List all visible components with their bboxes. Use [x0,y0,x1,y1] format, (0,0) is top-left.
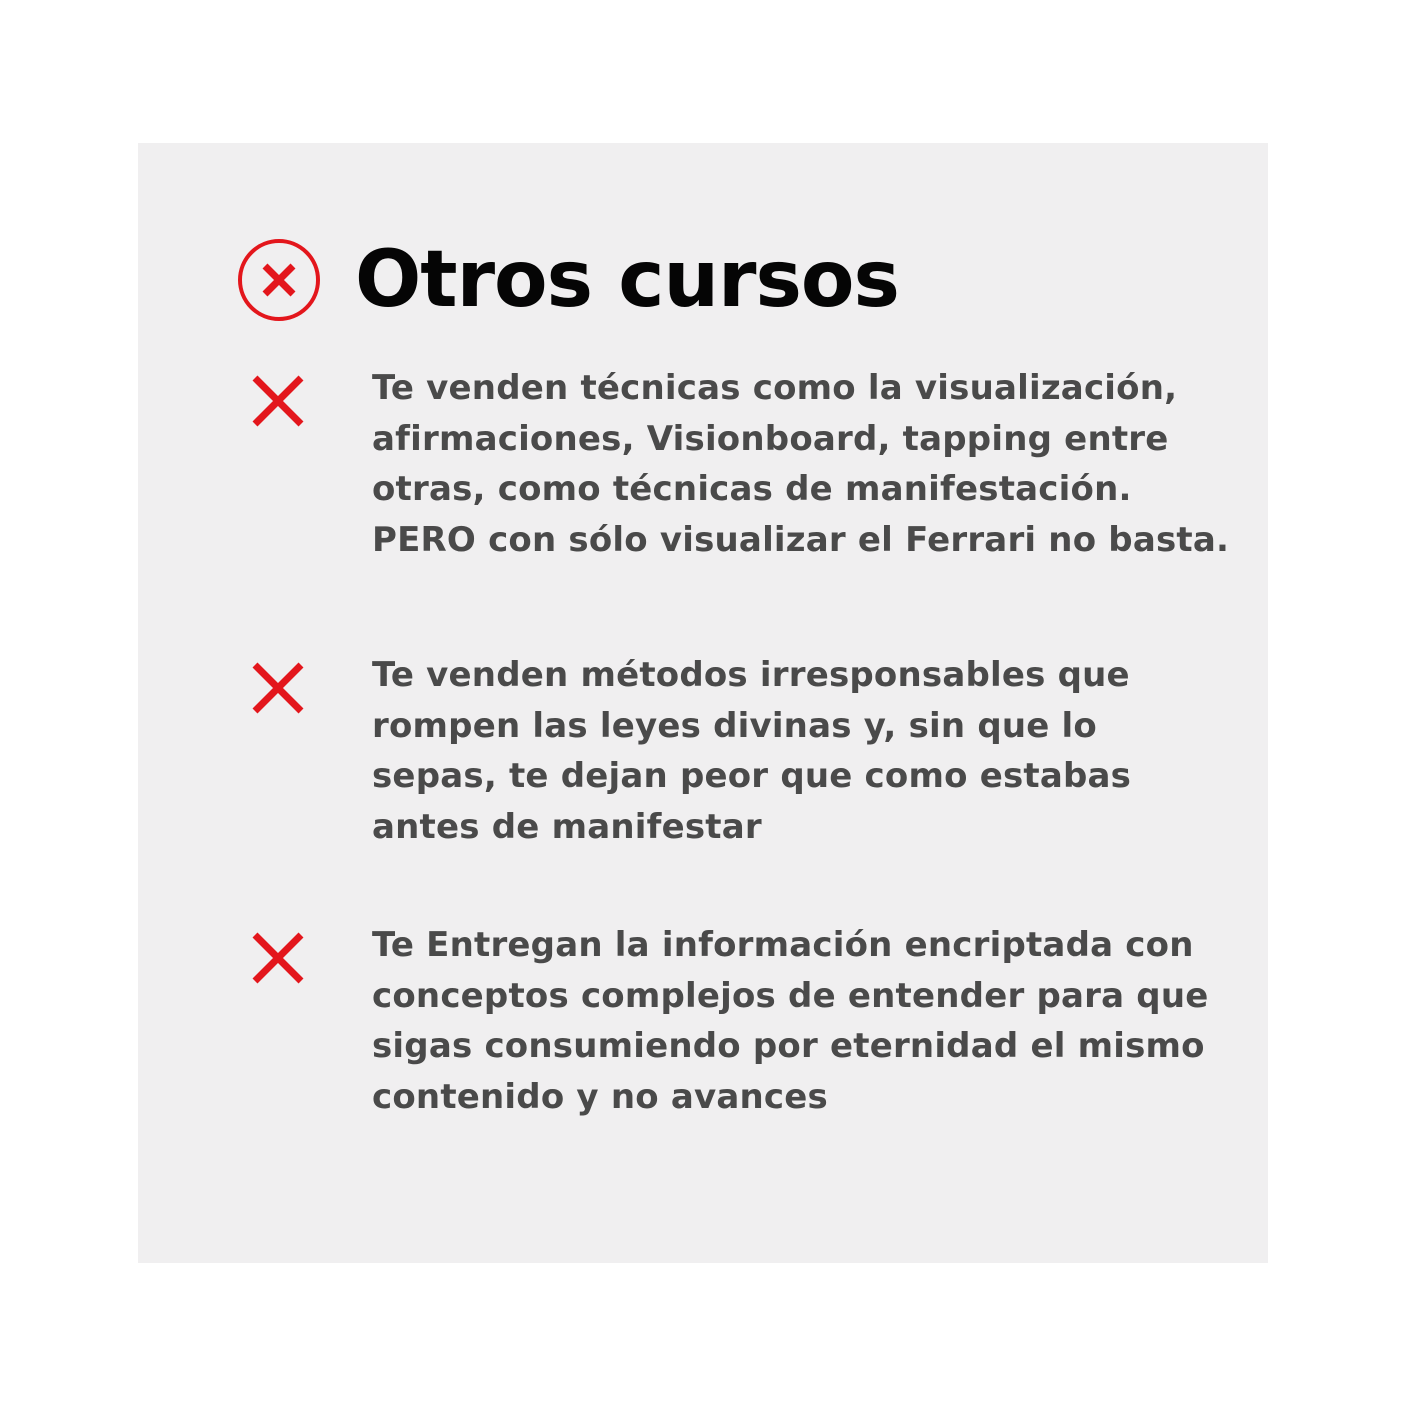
circle-x-icon [237,238,321,322]
x-icon [250,930,306,986]
list-item-text: Te venden técnicas como la visualización, afirmaciones, Visionboard, tapping entre otras, como técnicas de manifestación. PERO con sólo visualizar el Ferrari no basta. [372,368,1230,560]
list-item-text: Te venden métodos irresponsables que rompen las leyes divinas y, sin que lo sepas, te dejan peor que como estabas antes de manifestar [372,655,1132,847]
header [237,236,899,324]
list-item-text: Te Entregan la información encriptada con conceptos complejos de entender para que sigas consumiendo por eternidad el mismo contenido y no avances [372,925,1209,1117]
page-title: Otros cursos [355,235,899,325]
x-icon [250,660,306,716]
x-icon [250,373,306,429]
